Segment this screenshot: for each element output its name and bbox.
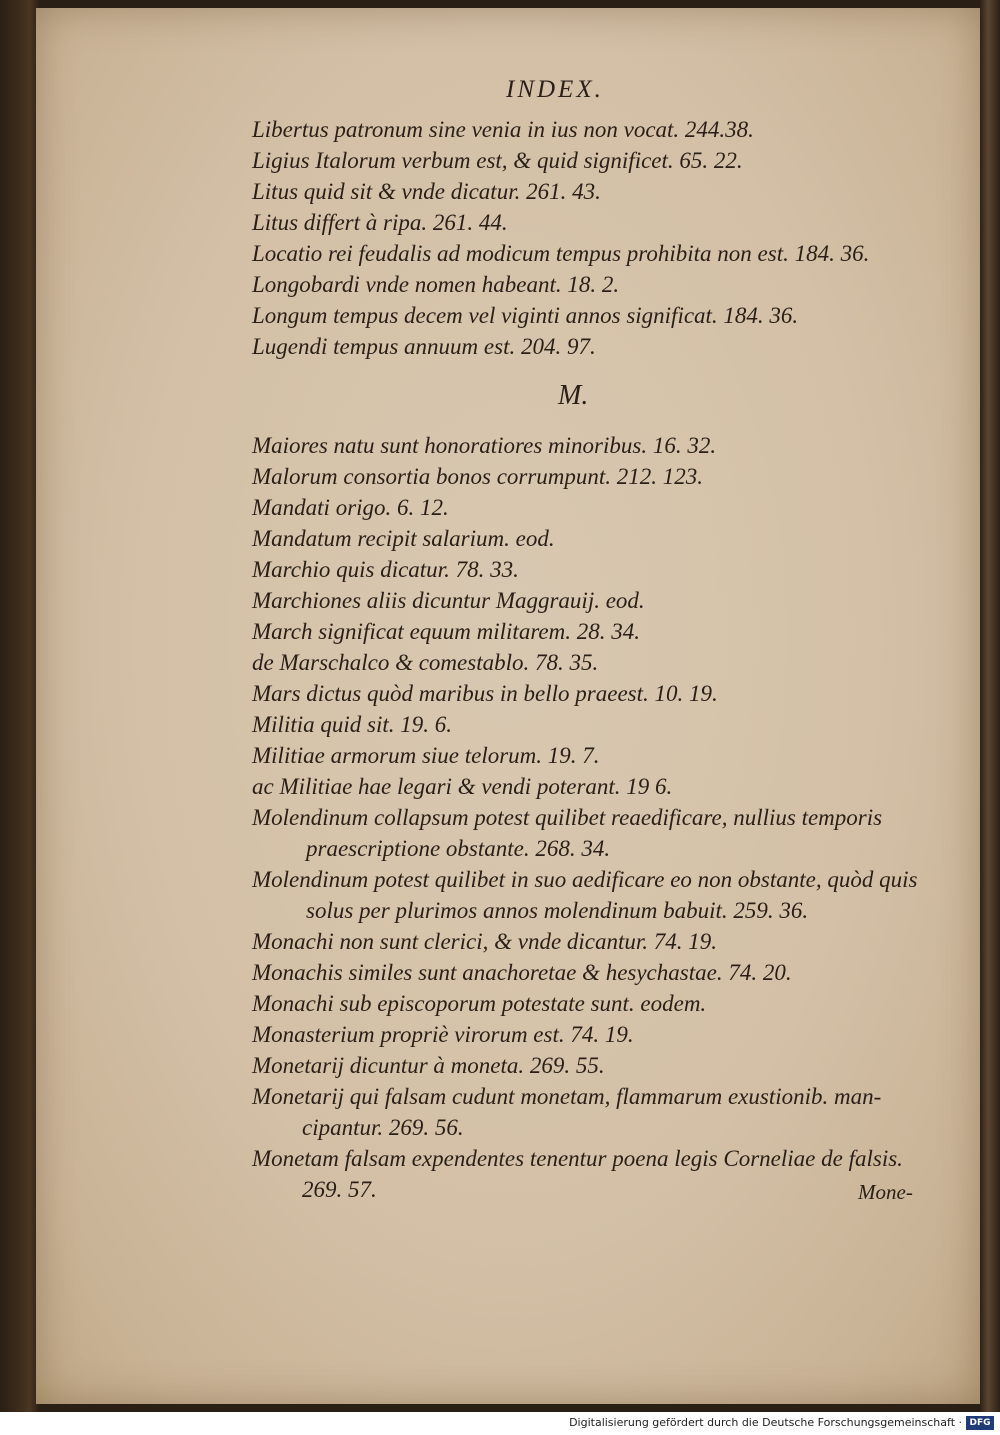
footer-bar bbox=[0, 1412, 1000, 1435]
index-entry: Monachi non sunt clerici, & vnde dicantur. 74. 19. bbox=[252, 929, 718, 954]
index-entry: Militia quid sit. 19. 6. bbox=[252, 712, 452, 737]
index-entry: de Marschalco & comestablo. 78. 35. bbox=[252, 650, 599, 675]
book-edge bbox=[980, 0, 1000, 1412]
index-entry: Maiores natu sunt honoratiores minoribus. 16. 32. bbox=[252, 433, 717, 458]
index-entry-continuation: praescriptione obstante. 268. 34. bbox=[306, 836, 611, 861]
index-entry: Marchio quis dicatur. 78. 33. bbox=[252, 557, 519, 582]
index-entry: Mandati origo. 6. 12. bbox=[252, 495, 449, 520]
index-entry: Litus quid sit & vnde dicatur. 261. 43. bbox=[252, 179, 601, 204]
index-entry: ac Militiae hae legari & vendi poterant. 19 6. bbox=[252, 774, 673, 799]
index-entry: Litus differt à ripa. 261. 44. bbox=[252, 210, 508, 235]
index-entry: Longum tempus decem vel viginti annos significat. 184. 36. bbox=[252, 303, 799, 328]
index-entry: Locatio rei feudalis ad modicum tempus prohibita non est. 184. 36. bbox=[252, 241, 870, 266]
index-entry: Monachis similes sunt anachoretae & hesychastae. 74. 20. bbox=[252, 960, 792, 985]
index-entry: Monachi sub episcoporum potestate sunt. eodem. bbox=[252, 991, 707, 1016]
index-entry: Monasterium propriè virorum est. 74. 19. bbox=[252, 1022, 634, 1047]
running-head: INDEX. bbox=[506, 76, 604, 103]
index-entry: March significat equum militarem. 28. 34. bbox=[252, 619, 640, 644]
index-entry: Mandatum recipit salarium. eod. bbox=[252, 526, 555, 551]
index-entries bbox=[252, 114, 932, 1205]
index-entry: Lugendi tempus annuum est. 204. 97. bbox=[252, 334, 596, 359]
index-entry: Militiae armorum siue telorum. 19. 7. bbox=[252, 743, 600, 768]
index-entry: Malorum consortia bonos corrumpunt. 212. 123. bbox=[252, 464, 704, 489]
index-entry-continuation: solus per plurimos annos molendinum babuit. 259. 36. bbox=[306, 898, 809, 923]
index-entry: Molendinum potest quilibet in suo aedificare eo non obstante, quòd quis bbox=[252, 867, 918, 892]
index-entry: Mars dictus quòd maribus in bello praeest. 10. 19. bbox=[252, 681, 718, 706]
index-entry: Monetam falsam expendentes tenentur poena legis Corneliae de falsis. bbox=[252, 1146, 903, 1171]
dfg-logo: DFG bbox=[966, 1416, 994, 1430]
index-entry: Monetarij dicuntur à moneta. 269. 55. bbox=[252, 1053, 605, 1078]
index-entry: Ligius Italorum verbum est, & quid significet. 65. 22. bbox=[252, 148, 743, 173]
index-entry: Monetarij qui falsam cudunt monetam, flammarum exustionib. man- bbox=[252, 1084, 882, 1109]
section-letter: M. bbox=[558, 380, 589, 411]
index-entry-continuation: 269. 57. bbox=[302, 1177, 377, 1202]
catchword: Mone- bbox=[858, 1180, 913, 1204]
index-entry: Longobardi vnde nomen habeant. 18. 2. bbox=[252, 272, 620, 297]
index-entry-continuation: cipantur. 269. 56. bbox=[302, 1115, 464, 1140]
index-entry: Marchiones aliis dicuntur Maggrauij. eod. bbox=[252, 588, 645, 613]
index-entry: Libertus patronum sine venia in ius non vocat. 244.38. bbox=[252, 117, 754, 142]
funding-credit: Digitalisierung gefördert durch die Deutsche Forschungsgemeinschaft · bbox=[569, 1416, 962, 1429]
index-entry: Molendinum collapsum potest quilibet reaedificare, nullius temporis bbox=[252, 805, 883, 830]
